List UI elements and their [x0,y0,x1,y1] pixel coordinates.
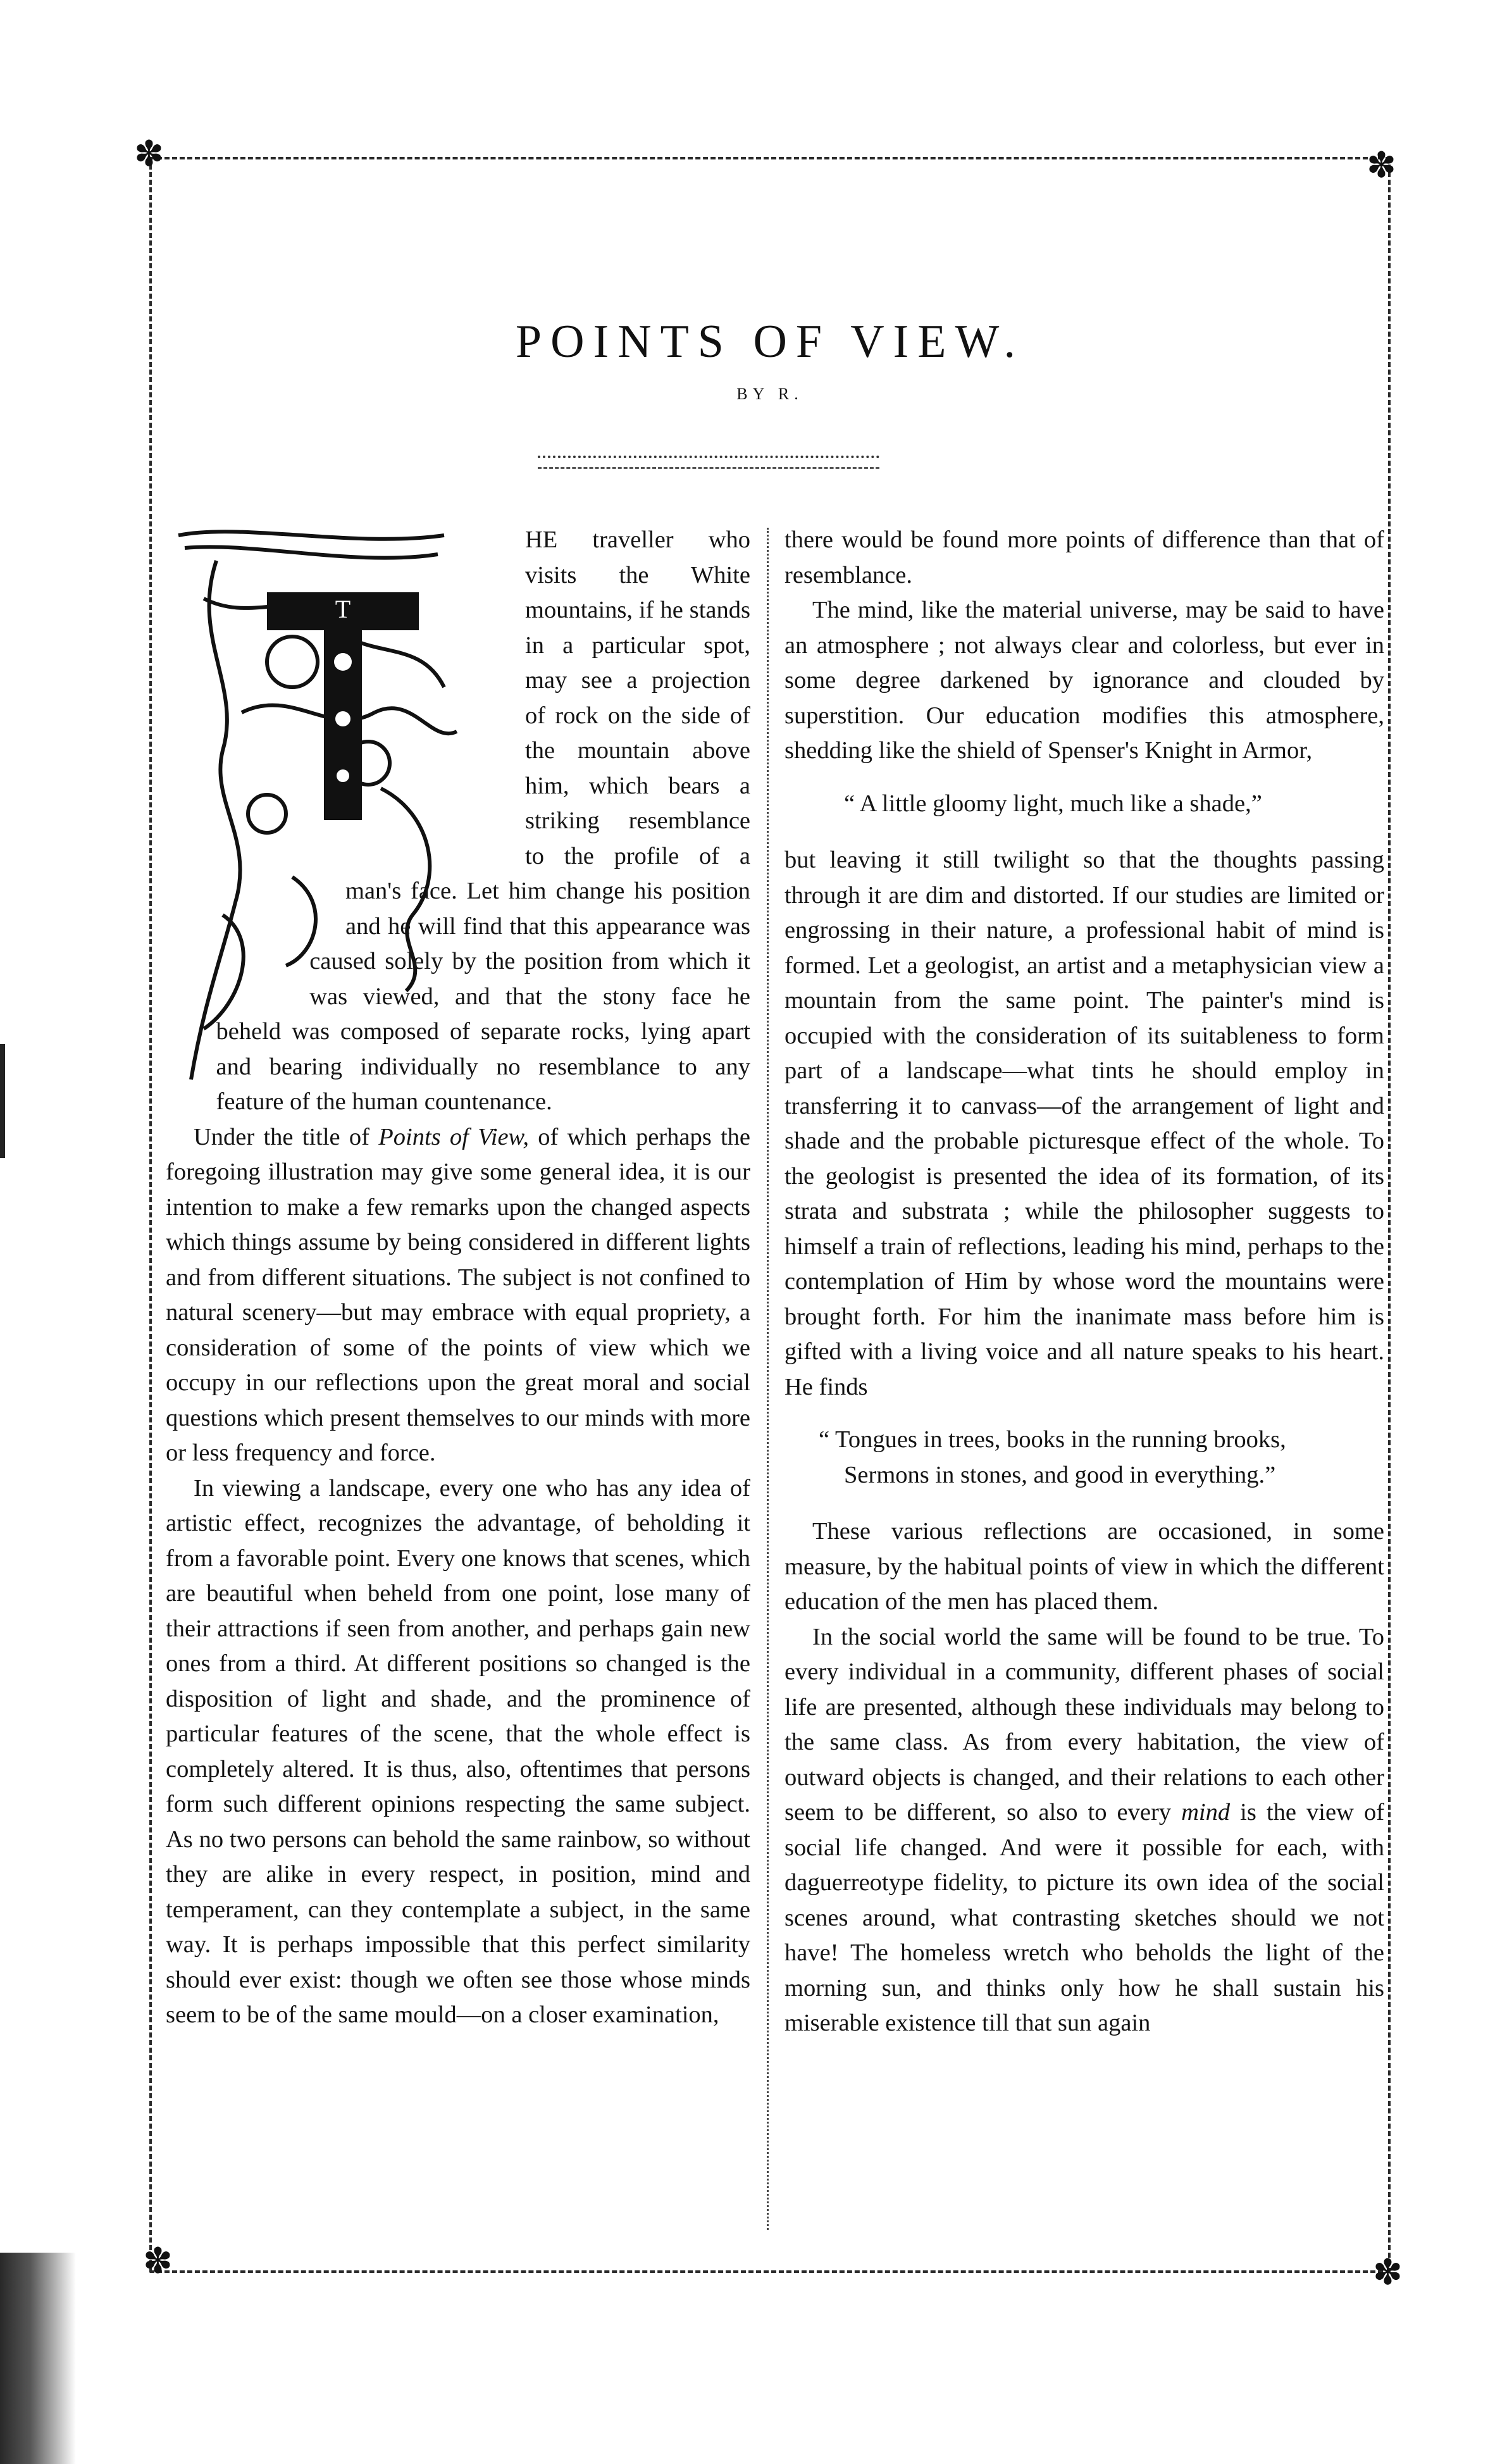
paragraph-text: of which perhaps the foregoing illustration may give some general idea, it is our intention to make a few remarks upon the changed aspects which things assume by being considered in different lights and from different situations. The subject is not confined to natural scenery—but may embrace with equal propriety, a consideration of some of the points of view which we occupy in our reflections upon the great moral and social questions which present themselves to our minds with more or less frequency and force. [166,1123,750,1466]
paragraph-text: Under the title of [194,1123,379,1150]
paragraph-mind: The mind, like the material universe, may be said to have an atmosphere ; not always clear and colorless, but ever in some degree darkened by ignorance and clouded by superstition. Our education modifies this atmosphere, shedding like the shield of Spenser's Knight in Armor, [785,597,1384,764]
left-column [166,523,750,2256]
paragraph-continued: there would be found more points of difference than that of resemblance. [785,526,1384,588]
quotation-shakespeare [785,1422,1384,1493]
paragraph-opening: HE traveller who visits the White mountains, if he stands in a particular spot, may see a projection of rock on the side of the mountain above him, which bears a striking resemblance to the profile of a man's face. Let him change his position and he will find that this appearance was caused solely by the position from which it was viewed, and that the stony face he beheld was composed of separate rocks, lying apart and bearing individually no resemblance to any feature of the human countenance. [216,526,750,1115]
title-rule [538,456,879,469]
quotation-line: Sermons in stones, and good in everything.” [844,1461,1276,1488]
paragraph-text: In the social world the same will be found to be true. To every individual in a community, different phases of social life are presented, although these individuals may belong to the same class. As from every habitation, the view of outward objects is changed, and their relations to each other seem to be different, so also to every [785,1623,1384,1826]
byline: BY R. [736,385,803,403]
page-edge-shadow [0,2253,76,2464]
article-title: POINTS OF VIEW. [515,315,1025,368]
paragraph-twilight: but leaving it still twilight so that the thoughts passing through it are dim and distorted. If our studies are limited or engrossing in their nature, a professional habit of mind is formed. Let a geologist, an artist and a metaphysician view a mountain from the same point. The painter's mind is occupied with the consideration of its suitableness to form part of a landscape—what tints he should employ in transferring it to canvass—of the arrangement of light and shade and the probable picturesque effect of the whole. To the geologist is presented the idea of its formation, of its strata and substrata ; while the philosopher suggests to himself a train of reflections, leading his mind, perhaps to the contemplation of Him by whose word the mountains were brought forth. For him the inanimate mass before him is gifted with a living voice and all nature speaks to his heart. He finds [785,847,1384,1400]
quotation-line: “ Tongues in trees, books in the running brooks, [819,1426,1286,1453]
page-edge-mark [0,1044,5,1158]
corner-ornament-icon: ✽ [143,2242,173,2281]
paragraph-landscape: In viewing a landscape, every one who has any idea of artistic effect, recognizes the advantage, of beholding it from a favorable point. Every one knows that scenes, which are beautiful when beheld from one point, lose many of their attractions if seen from another, and perhaps gain new ones from a third. At different positions so changed is the disposition of light and shade, and the prominence of particular features of the scene, that the whole effect is completely altered. It is thus, also, oftentimes that persons form such different opinions respecting the same subject. As no two persons can behold the same rainbow, so without they are alike in every respect, in position, mind and temperament, can they contemplate a subject, in the same way. It is perhaps impossible that this perfect similarity should ever exist: though we often see those whose minds seem to be of the same mould—on a closer examination, [166,1474,750,2028]
paragraph-text: is the view of social life changed. And were it possible for each, with daguerreotype fidelity, to picture its own idea of the social scenes around, what contrasting sketches should we not have! The homeless wretch who beholds the light of the morning sun, and thinks only how he shall sustain his miserable existence till that sun again [785,1799,1384,2036]
corner-ornament-icon: ✽ [134,135,164,174]
quotation-line: “ A little gloomy light, much like a shade,” [844,790,1262,817]
right-column [785,523,1384,2256]
emphasis-mind: mind [1181,1799,1231,1826]
corner-ornament-icon: ✽ [1367,146,1396,185]
column-divider [767,528,769,2230]
paragraph-reflections: These various reflections are occasioned, in some measure, by the habitual points of view in which the different education of the men has placed them. [785,1518,1384,1615]
emphasis-points-of-view: Points of View, [378,1123,530,1150]
paragraph-social [785,1620,1384,2041]
corner-ornament-icon: ✽ [1373,2253,1403,2293]
dropcap-letter: T [335,595,351,623]
quotation-spenser [785,787,1384,822]
paragraph-title-intro [166,1120,750,1471]
